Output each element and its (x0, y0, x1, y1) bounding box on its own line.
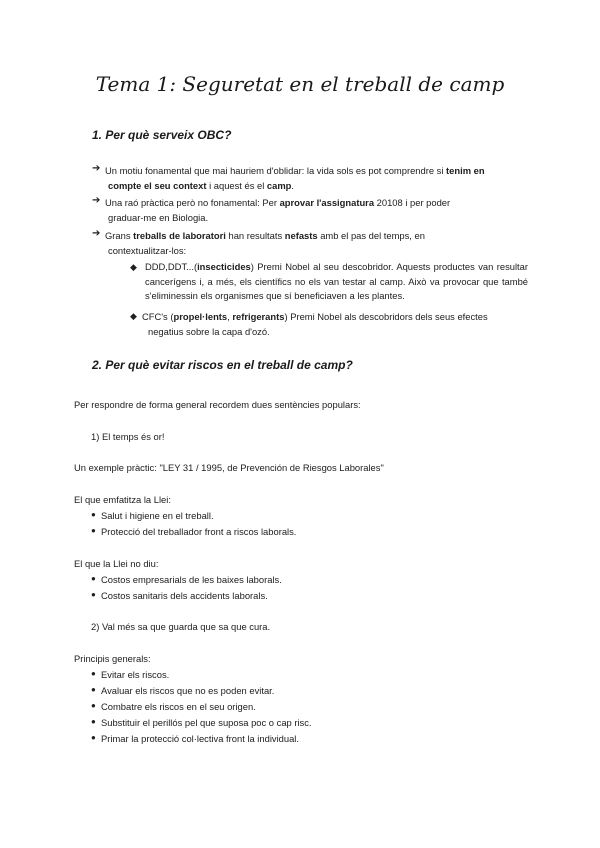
dot-bullet-icon: ● (91, 669, 96, 678)
diamond-bullet-icon: ◆ (130, 262, 137, 272)
section-heading-2: 2. Per què evitar riscos en el treball de camp? (92, 358, 353, 372)
notsaid-label: El que la Llei no diu: (74, 558, 159, 569)
principles-label: Principis generals: (74, 653, 151, 664)
dot-bullet-icon: ● (91, 701, 96, 710)
dot-bullet-icon: ● (91, 733, 96, 742)
obc-item-2-line-2: graduar-me en Biologia. (108, 212, 209, 223)
obc-subitem-insecticides: DDD,DDT...(insecticides) Premi Nobel al seu descobridor. Aquests productes van resultar cancerígens i, a més, els científics no els van testar al camp. Això va provocar que també s'eliminessin els organismes que sí beneficiaven a les plantes. (145, 261, 528, 301)
list-item: Primar la protecció col·lectiva front la individual. (101, 733, 299, 744)
dot-bullet-icon: ● (91, 590, 96, 599)
emphasis-label: El que emfatitza la Llei: (74, 494, 171, 505)
obc-item-1-line-2: compte el seu context i aquest és el camp. (108, 180, 295, 191)
obc-subitem-cfc-line-1: CFC's (propel·lents, refrigerants) Premi Nobel als descobridors dels seus efectes (142, 311, 488, 322)
list-item: Costos sanitaris dels accidents laborals. (101, 590, 268, 601)
arrow-bullet-icon: ➔ (92, 163, 101, 174)
list-item: Substituir el perillós pel que suposa poc o cap risc. (101, 717, 312, 728)
list-item: Combatre els riscos en el seu origen. (101, 701, 256, 712)
intro-paragraph: Per respondre de forma general recordem dues sentències populars: (74, 399, 361, 410)
obc-item-2-line-1: Una raó pràctica però no fonamental: Per aprovar l'assignatura 20108 i per poder (105, 197, 451, 208)
obc-item-3-line-2: contextualitzar-los: (108, 245, 187, 256)
list-item: Salut i higiene en el treball. (101, 510, 214, 521)
arrow-bullet-icon: ➔ (92, 228, 101, 239)
list-item: Evitar els riscos. (101, 669, 170, 680)
dot-bullet-icon: ● (91, 510, 96, 519)
dot-bullet-icon: ● (91, 526, 96, 535)
list-item: Protecció del treballador front a riscos laborals. (101, 526, 297, 537)
diamond-bullet-icon: ◆ (130, 311, 137, 321)
section-heading-1: 1. Per què serveix OBC? (92, 128, 232, 142)
dot-bullet-icon: ● (91, 717, 96, 726)
saying-1: 1) El temps és or! (91, 431, 165, 442)
dot-bullet-icon: ● (91, 574, 96, 583)
list-item: Avaluar els riscos que no es poden evitar. (101, 685, 275, 696)
saying-2: 2) Val més sa que guarda que sa que cura. (91, 621, 271, 632)
dot-bullet-icon: ● (91, 685, 96, 694)
obc-item-1-line-1: Un motiu fonamental que mai hauriem d'oblidar: la vida sols es pot comprendre si tenim en (105, 165, 485, 176)
law-example: Un exemple pràctic: "LEY 31 / 1995, de Prevención de Riesgos Laborales" (74, 462, 384, 473)
obc-subitem-cfc-line-2: negatius sobre la capa d'ozó. (148, 326, 270, 337)
list-item: Costos empresarials de les baixes laborals. (101, 574, 282, 585)
arrow-bullet-icon: ➔ (92, 195, 101, 206)
obc-item-3-line-1: Grans treballs de laboratori han resultats nefasts amb el pas del temps, en (105, 230, 425, 241)
page-title: Tema 1: Seguretat en el treball de camp (95, 72, 505, 96)
